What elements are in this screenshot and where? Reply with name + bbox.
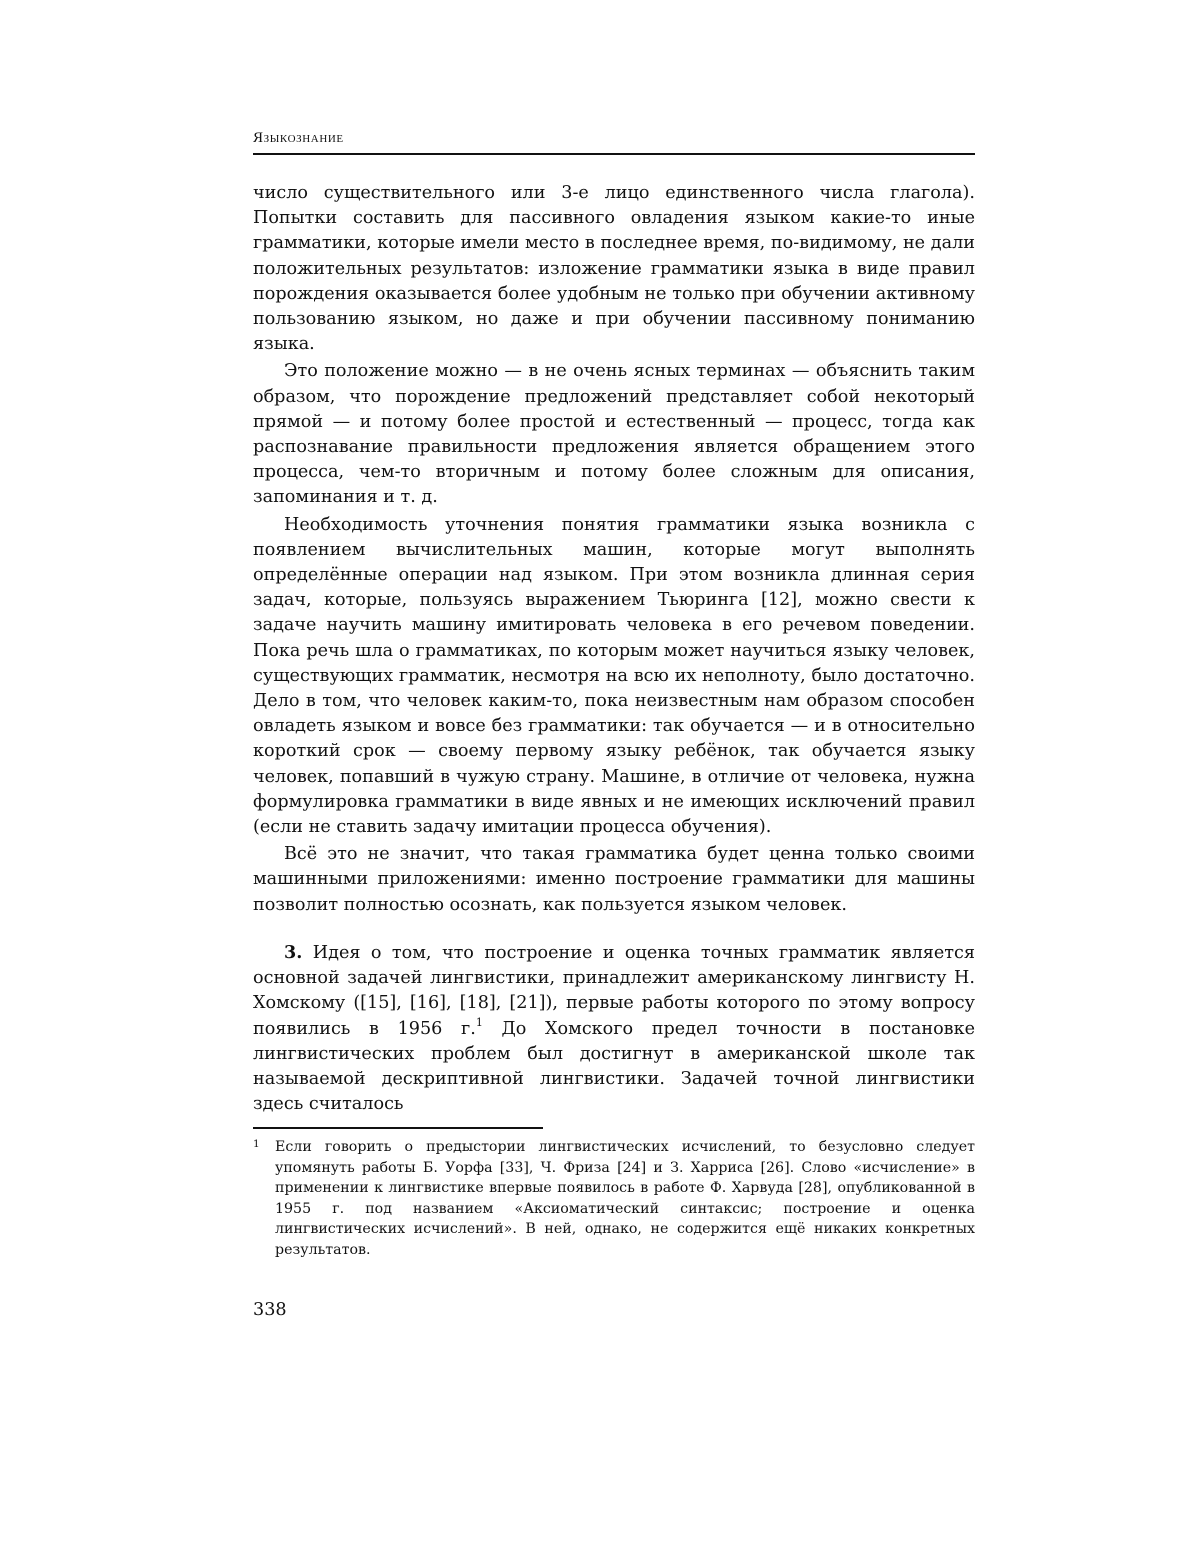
footnote: [253, 1137, 975, 1260]
footnote-divider: [253, 1127, 543, 1129]
footnote-reference[interactable]: 1: [475, 1015, 483, 1029]
body-text: [253, 181, 975, 1117]
section-number: 3.: [284, 941, 303, 963]
page-number: 338: [253, 1300, 287, 1321]
footnote-text: Если говорить о предыстории лингвистических исчислений, то безусловно следует упомянуть работы Б. Уорфа [33], Ч. Фриза [24] и З. Харриса [26]. Слово «исчисление» в применении к лингвистике впервые появилось в работе Ф. Харвуда [28], опубликованной в 1955 г. под названием «Аксиоматический синтаксис; построение и оценка лингвистических исчислений». В ней, однако, не содержится ещё никаких конкретных результатов.: [275, 1139, 975, 1258]
paragraph: Необходимость уточнения понятия грамматики языка возникла с появлением вычислительных машин, которые могут выполнять определённые операции над языком. При этом возникла длинная серия задач, которые, пользуясь выражением Тьюринга [12], можно свести к задаче научить машину имитировать человека в его речевом поведении. Пока речь шла о грамматиках, по которым может научиться языку человек, существующих грамматик, несмотря на всю их неполноту, было достаточно. Дело в том, что человек каким-то, пока неизвестным нам образом способен овладеть языком и вовсе без грамматики: так обучается — и в относительно короткий срок — своему первому языку ребёнок, так обучается языку человек, попавший в чужую страну. Машине, в отличие от человека, нужна формулировка грамматики в виде явных и не имеющих исключений правил (если не ставить задачу имитации процесса обучения).: [253, 514, 975, 838]
book-page: [253, 128, 975, 1320]
paragraph: Всё это не значит, что такая грамматика будет ценна только своими машинными приложениями: именно построение грамматики для машины позволит полностью осознать, как пользуется языком человек.: [253, 844, 975, 915]
section-text-end: До Хомского предел точности в постановке лингвистических проблем был достигнут в американской школе так называемой дескриптивной лингвистики. Задачей точной лингвистики здесь считалось: [253, 1018, 975, 1115]
section-text-start: Идея о том, что построение и оценка точных грамматик является основной задачей лингвистики, принадлежит американскому лингвисту Н. Хомскому ([15], [16], [18], [21]), первые работы которого по этому вопросу появились в 1956 г.: [253, 942, 975, 1039]
footnote-mark: 1: [253, 1138, 260, 1151]
paragraph-continued: число существительного или 3-е лицо единственного числа глагола). Попытки составить для пассивного овладения языком какие-то иные грамматики, которые имели место в последнее время, по-видимому, не дали положительных результатов: изложение грамматики языка в виде правил порождения оказывается более удобным не только при обучении активному пользованию языком, но даже и при обучении пассивному пониманию языка.: [253, 183, 975, 355]
paragraph: Это положение можно — в не очень ясных терминах — объяснить таким образом, что порождение предложений представляет собой некоторый прямой — и потому более простой и естественный — процесс, тогда как распознавание правильности предложения является обращением этого процесса, чем-то вторичным и потому более сложным для описания, запоминания и т. д.: [253, 361, 975, 508]
running-head: Языкознание: [253, 128, 975, 155]
section-paragraph: [253, 940, 975, 1117]
